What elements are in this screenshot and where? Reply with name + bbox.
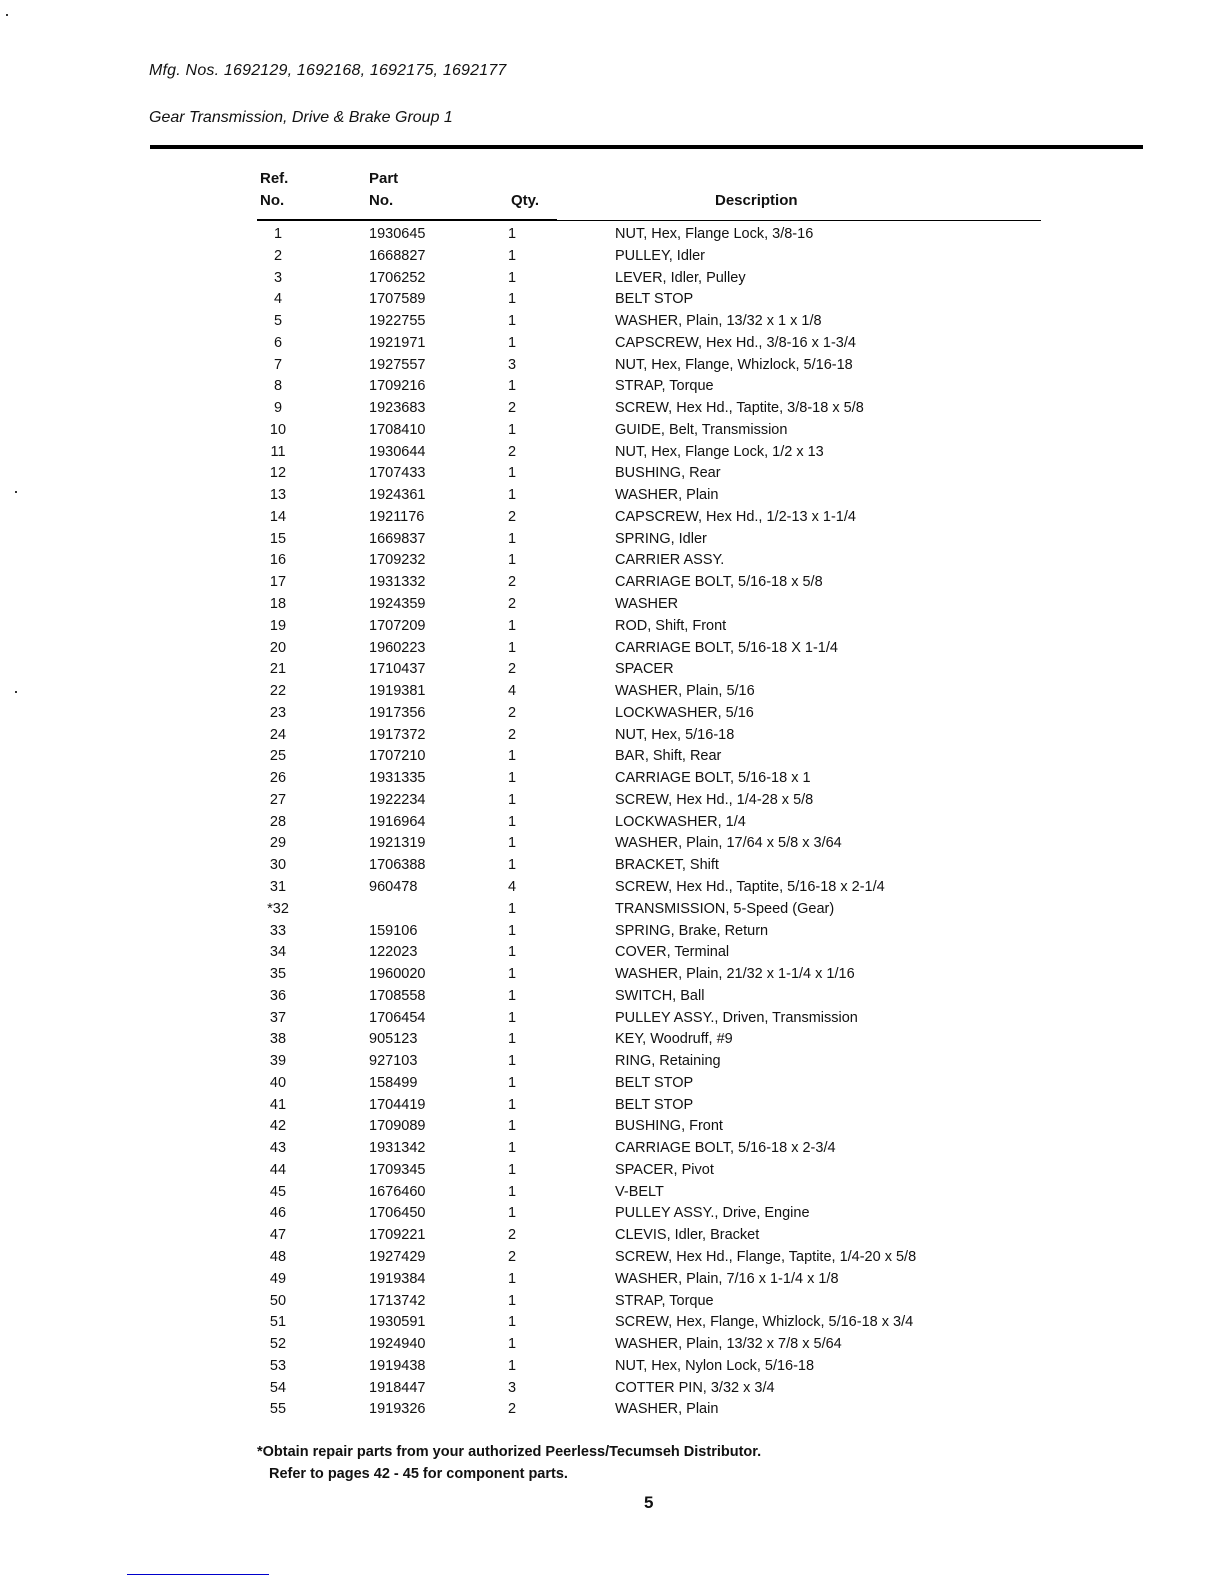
description: WASHER, Plain, 13/32 x 1 x 1/8 [615, 313, 822, 330]
quantity: 2 [507, 443, 517, 460]
description: NUT, Hex, Flange Lock, 1/2 x 13 [615, 443, 824, 460]
part-number: 1923683 [369, 400, 426, 417]
description: LOCKWASHER, 1/4 [615, 813, 746, 830]
ref-number: 23 [269, 704, 287, 721]
part-number: 1919384 [369, 1270, 426, 1287]
part-number: 1931342 [369, 1140, 426, 1157]
quantity: 1 [507, 1183, 517, 1200]
part-number: 1919381 [369, 683, 426, 700]
column-header-ref-no [260, 168, 288, 212]
table-row [0, 659, 1225, 681]
table-row [0, 355, 1225, 377]
description: WASHER, Plain, 5/16 [615, 683, 755, 700]
table-row [0, 964, 1225, 986]
table-row [0, 1029, 1225, 1051]
quantity: 1 [507, 900, 517, 917]
ref-number: 53 [269, 1357, 287, 1374]
part-number: 1930591 [369, 1314, 426, 1331]
description: WASHER, Plain, 17/64 x 5/8 x 3/64 [615, 835, 842, 852]
description: BAR, Shift, Rear [615, 748, 722, 765]
ref-number: 29 [269, 835, 287, 852]
table-row [0, 1073, 1225, 1095]
table-row [0, 768, 1225, 790]
description: SCREW, Hex Hd., Flange, Taptite, 1/4-20 x 5/8 [615, 1248, 917, 1265]
part-number: 1709221 [369, 1227, 426, 1244]
table-row [0, 855, 1225, 877]
quantity: 1 [507, 465, 517, 482]
description: BELT STOP [615, 291, 694, 308]
ref-number: 13 [269, 487, 287, 504]
quantity: 2 [507, 596, 517, 613]
table-row [0, 398, 1225, 420]
ref-number: 36 [269, 987, 287, 1004]
description: WASHER, Plain, 13/32 x 7/8 x 5/64 [615, 1336, 842, 1353]
ref-number: 37 [269, 1009, 287, 1026]
quantity: 1 [507, 770, 517, 787]
quantity: 1 [507, 1031, 517, 1048]
table-row [0, 442, 1225, 464]
part-number: 159106 [369, 922, 418, 939]
table-row [0, 1095, 1225, 1117]
description: SCREW, Hex Hd., Taptite, 5/16-18 x 2-1/4 [615, 878, 885, 895]
ref-number: 48 [269, 1248, 287, 1265]
quantity: 1 [507, 1357, 517, 1374]
ref-number: 47 [269, 1227, 287, 1244]
part-number: 1922234 [369, 791, 426, 808]
quantity: 1 [507, 421, 517, 438]
table-row [0, 463, 1225, 485]
ref-number: 3 [273, 269, 283, 286]
part-number: 158499 [369, 1074, 418, 1091]
table-row [0, 268, 1225, 290]
ref-number: 10 [269, 421, 287, 438]
quantity: 1 [507, 291, 517, 308]
ref-number: 7 [273, 356, 283, 373]
table-row [0, 812, 1225, 834]
description: V-BELT [615, 1183, 664, 1200]
column-header-description: Description [715, 192, 798, 209]
description: PULLEY ASSY., Driven, Transmission [615, 1009, 858, 1026]
table-row [0, 986, 1225, 1008]
quantity: 1 [507, 1292, 517, 1309]
table-row [0, 1334, 1225, 1356]
quantity: 1 [507, 966, 517, 983]
column-header-part-no [369, 168, 398, 212]
quantity: 4 [507, 878, 517, 895]
ref-number: 49 [269, 1270, 287, 1287]
column-header-part-line2: No. [369, 192, 394, 209]
description: STRAP, Torque [615, 1292, 714, 1309]
ref-number: 12 [269, 465, 287, 482]
column-header-ref-line2: No. [260, 192, 285, 209]
part-number: 1704419 [369, 1096, 426, 1113]
page-number: 5 [644, 1493, 654, 1512]
table-row [0, 703, 1225, 725]
quantity: 1 [507, 944, 517, 961]
table-row [0, 1378, 1225, 1400]
table-row [0, 877, 1225, 899]
quantity: 1 [507, 1118, 517, 1135]
part-number: 1960020 [369, 966, 426, 983]
quantity: 2 [507, 704, 517, 721]
part-number: 1669837 [369, 530, 426, 547]
ref-number: 43 [269, 1140, 287, 1157]
ref-number: 42 [269, 1118, 287, 1135]
table-row [0, 725, 1225, 747]
table-row [0, 1203, 1225, 1225]
column-header-part-line1: Part [369, 170, 399, 187]
group-title: Gear Transmission, Drive & Brake Group 1 [149, 109, 453, 126]
table-row [0, 1116, 1225, 1138]
footnote-line-1: *Obtain repair parts from your authorized Peerless/Tecumseh Distributor. [257, 1444, 762, 1460]
table-row [0, 681, 1225, 703]
quantity: 1 [507, 987, 517, 1004]
description: LEVER, Idler, Pulley [615, 269, 746, 286]
table-row [0, 1138, 1225, 1160]
ref-number: 27 [269, 791, 287, 808]
table-row [0, 942, 1225, 964]
quantity: 1 [507, 1270, 517, 1287]
description: CAPSCREW, Hex Hd., 3/8-16 x 1-3/4 [615, 334, 856, 351]
part-number: 1707209 [369, 617, 426, 634]
ref-number: 4 [273, 291, 283, 308]
description: COVER, Terminal [615, 944, 730, 961]
ref-number: 22 [269, 683, 287, 700]
quantity: 1 [507, 1096, 517, 1113]
description: SCREW, Hex Hd., Taptite, 3/8-18 x 5/8 [615, 400, 864, 417]
part-number: 1709216 [369, 378, 426, 395]
quantity: 1 [507, 922, 517, 939]
table-header-rule [257, 219, 557, 221]
description: WASHER [615, 596, 679, 613]
ref-number: 19 [269, 617, 287, 634]
ref-number: 5 [273, 313, 283, 330]
description: STRAP, Torque [615, 378, 714, 395]
mfg-numbers: Mfg. Nos. 1692129, 1692168, 1692175, 1692177 [149, 62, 507, 79]
ref-number: 28 [269, 813, 287, 830]
ref-number: 55 [269, 1401, 287, 1418]
quantity: 3 [507, 356, 517, 373]
description: WASHER, Plain [615, 1401, 719, 1418]
description: CARRIAGE BOLT, 5/16-18 x 1 [615, 770, 811, 787]
part-number: 1709089 [369, 1118, 426, 1135]
ref-number: 52 [269, 1336, 287, 1353]
quantity: 1 [507, 1161, 517, 1178]
quantity: 2 [507, 726, 517, 743]
ref-number: 38 [269, 1031, 287, 1048]
description: CARRIAGE BOLT, 5/16-18 x 5/8 [615, 574, 823, 591]
ref-number: 9 [273, 400, 283, 417]
description: COTTER PIN, 3/32 x 3/4 [615, 1379, 775, 1396]
part-number: 1917356 [369, 704, 426, 721]
ref-number: 44 [269, 1161, 287, 1178]
part-number: 1919438 [369, 1357, 426, 1374]
ref-number: 18 [269, 596, 287, 613]
quantity: 1 [507, 552, 517, 569]
description: SPRING, Idler [615, 530, 707, 547]
part-number: 1917372 [369, 726, 426, 743]
ref-number: 14 [269, 508, 287, 525]
part-number: 1921319 [369, 835, 426, 852]
description: SCREW, Hex, Flange, Whizlock, 5/16-18 x 3/4 [615, 1314, 914, 1331]
table-row [0, 1160, 1225, 1182]
quantity: 1 [507, 226, 517, 242]
quantity: 2 [507, 1248, 517, 1265]
quantity: 4 [507, 683, 517, 700]
table-row [0, 1269, 1225, 1291]
part-number: 1931332 [369, 574, 426, 591]
ref-number: 39 [269, 1053, 287, 1070]
ref-number: 20 [269, 639, 287, 656]
table-row [0, 1225, 1225, 1247]
table-row [0, 1247, 1225, 1269]
footnote-line-2: Refer to pages 42 - 45 for component parts. [269, 1466, 568, 1482]
table-row [0, 1291, 1225, 1313]
ref-number: 54 [269, 1379, 287, 1396]
description: BUSHING, Rear [615, 465, 721, 482]
description: PULLEY, Idler [615, 247, 706, 264]
table-row [0, 376, 1225, 398]
description: CARRIAGE BOLT, 5/16-18 x 2-3/4 [615, 1140, 836, 1157]
ref-number: 45 [269, 1183, 287, 1200]
table-row [0, 921, 1225, 943]
part-number: 1708558 [369, 987, 426, 1004]
ref-number: 2 [273, 247, 283, 264]
table-row [0, 550, 1225, 572]
ref-number: 8 [273, 378, 283, 395]
part-number: 1709232 [369, 552, 426, 569]
ref-number: 11 [270, 443, 286, 460]
ref-number: 17 [269, 574, 287, 591]
quantity: 1 [507, 313, 517, 330]
table-row [0, 1312, 1225, 1334]
description: WASHER, Plain [615, 487, 719, 504]
part-number: 1918447 [369, 1379, 426, 1396]
part-number: 1924361 [369, 487, 426, 504]
ref-number: 1 [273, 226, 283, 242]
ref-number: 40 [269, 1074, 287, 1091]
part-number: 1708410 [369, 421, 426, 438]
ref-number: 34 [269, 944, 287, 961]
table-row [0, 224, 1225, 246]
ref-number: 31 [269, 878, 287, 895]
part-number: 1930644 [369, 443, 426, 460]
quantity: 1 [507, 1336, 517, 1353]
table-row [0, 507, 1225, 529]
table-header-rule-thin [557, 220, 1041, 221]
quantity: 1 [507, 813, 517, 830]
quantity: 1 [507, 247, 517, 264]
description: KEY, Woodruff, #9 [615, 1031, 733, 1048]
part-number: 1713742 [369, 1292, 426, 1309]
quantity: 1 [507, 1205, 517, 1222]
description: SCREW, Hex Hd., 1/4-28 x 5/8 [615, 791, 814, 808]
part-number: 1709345 [369, 1161, 426, 1178]
quantity: 2 [507, 400, 517, 417]
part-number: 1927429 [369, 1248, 426, 1265]
description: RING, Retaining [615, 1053, 721, 1070]
part-number: 1710437 [369, 661, 426, 678]
quantity: 2 [507, 1227, 517, 1244]
part-number: 905123 [369, 1031, 418, 1048]
description: NUT, Hex, Flange, Whizlock, 5/16-18 [615, 356, 853, 373]
ref-number: 30 [269, 857, 287, 874]
table-row [0, 1008, 1225, 1030]
hyperlink-underline[interactable] [127, 1574, 269, 1575]
part-number: 1931335 [369, 770, 426, 787]
description: CAPSCREW, Hex Hd., 1/2-13 x 1-1/4 [615, 508, 856, 525]
part-number: 927103 [369, 1053, 418, 1070]
scan-speck [6, 14, 8, 16]
quantity: 1 [507, 791, 517, 808]
description: CARRIAGE BOLT, 5/16-18 X 1-1/4 [615, 639, 838, 656]
description: SPACER, Pivot [615, 1161, 714, 1178]
description: SWITCH, Ball [615, 987, 705, 1004]
part-number: 1919326 [369, 1401, 426, 1418]
ref-number: 21 [269, 661, 287, 678]
ref-number: 24 [269, 726, 287, 743]
description: NUT, Hex, Nylon Lock, 5/16-18 [615, 1357, 815, 1374]
quantity: 1 [507, 487, 517, 504]
table-row [0, 485, 1225, 507]
table-row [0, 1051, 1225, 1073]
quantity: 1 [507, 748, 517, 765]
part-number: 122023 [369, 944, 418, 961]
part-number: 1924940 [369, 1336, 426, 1353]
description: WASHER, Plain, 21/32 x 1-1/4 x 1/16 [615, 966, 855, 983]
description: WASHER, Plain, 7/16 x 1-1/4 x 1/8 [615, 1270, 839, 1287]
description: TRANSMISSION, 5-Speed (Gear) [615, 900, 835, 917]
footnote [257, 1441, 761, 1485]
part-number: 1922755 [369, 313, 426, 330]
table-row [0, 833, 1225, 855]
table-row [0, 746, 1225, 768]
ref-number: 6 [273, 334, 283, 351]
ref-number: 25 [269, 748, 287, 765]
part-number: 1924359 [369, 596, 426, 613]
part-number: 1706388 [369, 857, 426, 874]
description: LOCKWASHER, 5/16 [615, 704, 754, 721]
header-divider [150, 145, 1143, 149]
quantity: 3 [507, 1379, 517, 1396]
quantity: 1 [507, 1074, 517, 1091]
quantity: 2 [507, 1401, 517, 1418]
description: GUIDE, Belt, Transmission [615, 421, 788, 438]
ref-number: 15 [269, 530, 287, 547]
table-row [0, 594, 1225, 616]
quantity: 1 [507, 835, 517, 852]
quantity: 1 [507, 857, 517, 874]
table-row [0, 899, 1225, 921]
ref-number: 51 [269, 1314, 287, 1331]
quantity: 1 [507, 1009, 517, 1026]
ref-number: 16 [269, 552, 287, 569]
quantity: 1 [507, 639, 517, 656]
part-number: 1707589 [369, 291, 426, 308]
ref-number: 33 [269, 922, 287, 939]
ref-number: 35 [269, 966, 287, 983]
table-row [0, 790, 1225, 812]
part-number: 1707433 [369, 465, 426, 482]
part-number: 1668827 [369, 247, 426, 264]
table-row [0, 333, 1225, 355]
part-number: 1921971 [369, 334, 426, 351]
part-number: 1921176 [369, 508, 425, 525]
ref-number: *32 [267, 900, 289, 917]
description: SPRING, Brake, Return [615, 922, 769, 939]
quantity: 1 [507, 1140, 517, 1157]
part-number: 1930645 [369, 226, 426, 242]
table-row [0, 289, 1225, 311]
description: BELT STOP [615, 1074, 694, 1091]
quantity: 1 [507, 1314, 517, 1331]
parts-table [0, 224, 1225, 1421]
table-row [0, 1356, 1225, 1378]
quantity: 1 [507, 617, 517, 634]
table-row [0, 529, 1225, 551]
table-row [0, 572, 1225, 594]
quantity: 2 [507, 508, 517, 525]
part-number: 1676460 [369, 1183, 426, 1200]
quantity: 1 [507, 378, 517, 395]
ref-number: 46 [269, 1205, 287, 1222]
part-number: 1706450 [369, 1205, 426, 1222]
column-header-qty: Qty. [511, 192, 540, 209]
part-number: 1707210 [369, 748, 426, 765]
table-row [0, 1399, 1225, 1421]
quantity: 1 [507, 530, 517, 547]
table-row [0, 638, 1225, 660]
quantity: 2 [507, 661, 517, 678]
part-number: 1927557 [369, 356, 426, 373]
part-number: 1960223 [369, 639, 426, 656]
description: BELT STOP [615, 1096, 694, 1113]
table-row [0, 420, 1225, 442]
ref-number: 41 [269, 1096, 287, 1113]
table-row [0, 246, 1225, 268]
description: ROD, Shift, Front [615, 617, 727, 634]
description: NUT, Hex, 5/16-18 [615, 726, 735, 743]
table-row [0, 1182, 1225, 1204]
column-header-ref-line1: Ref. [260, 170, 289, 187]
description: BUSHING, Front [615, 1118, 723, 1135]
table-row [0, 311, 1225, 333]
description: CARRIER ASSY. [615, 552, 725, 569]
description: NUT, Hex, Flange Lock, 3/8-16 [615, 226, 814, 242]
quantity: 2 [507, 574, 517, 591]
description: SPACER [615, 661, 674, 678]
description: BRACKET, Shift [615, 857, 719, 874]
description: PULLEY ASSY., Drive, Engine [615, 1205, 810, 1222]
quantity: 1 [507, 1053, 517, 1070]
part-number: 960478 [369, 878, 418, 895]
description: CLEVIS, Idler, Bracket [615, 1227, 760, 1244]
ref-number: 26 [269, 770, 287, 787]
ref-number: 50 [269, 1292, 287, 1309]
quantity: 1 [507, 334, 517, 351]
part-number: 1706454 [369, 1009, 426, 1026]
quantity: 1 [507, 269, 517, 286]
table-row [0, 616, 1225, 638]
part-number: 1706252 [369, 269, 426, 286]
part-number: 1916964 [369, 813, 426, 830]
